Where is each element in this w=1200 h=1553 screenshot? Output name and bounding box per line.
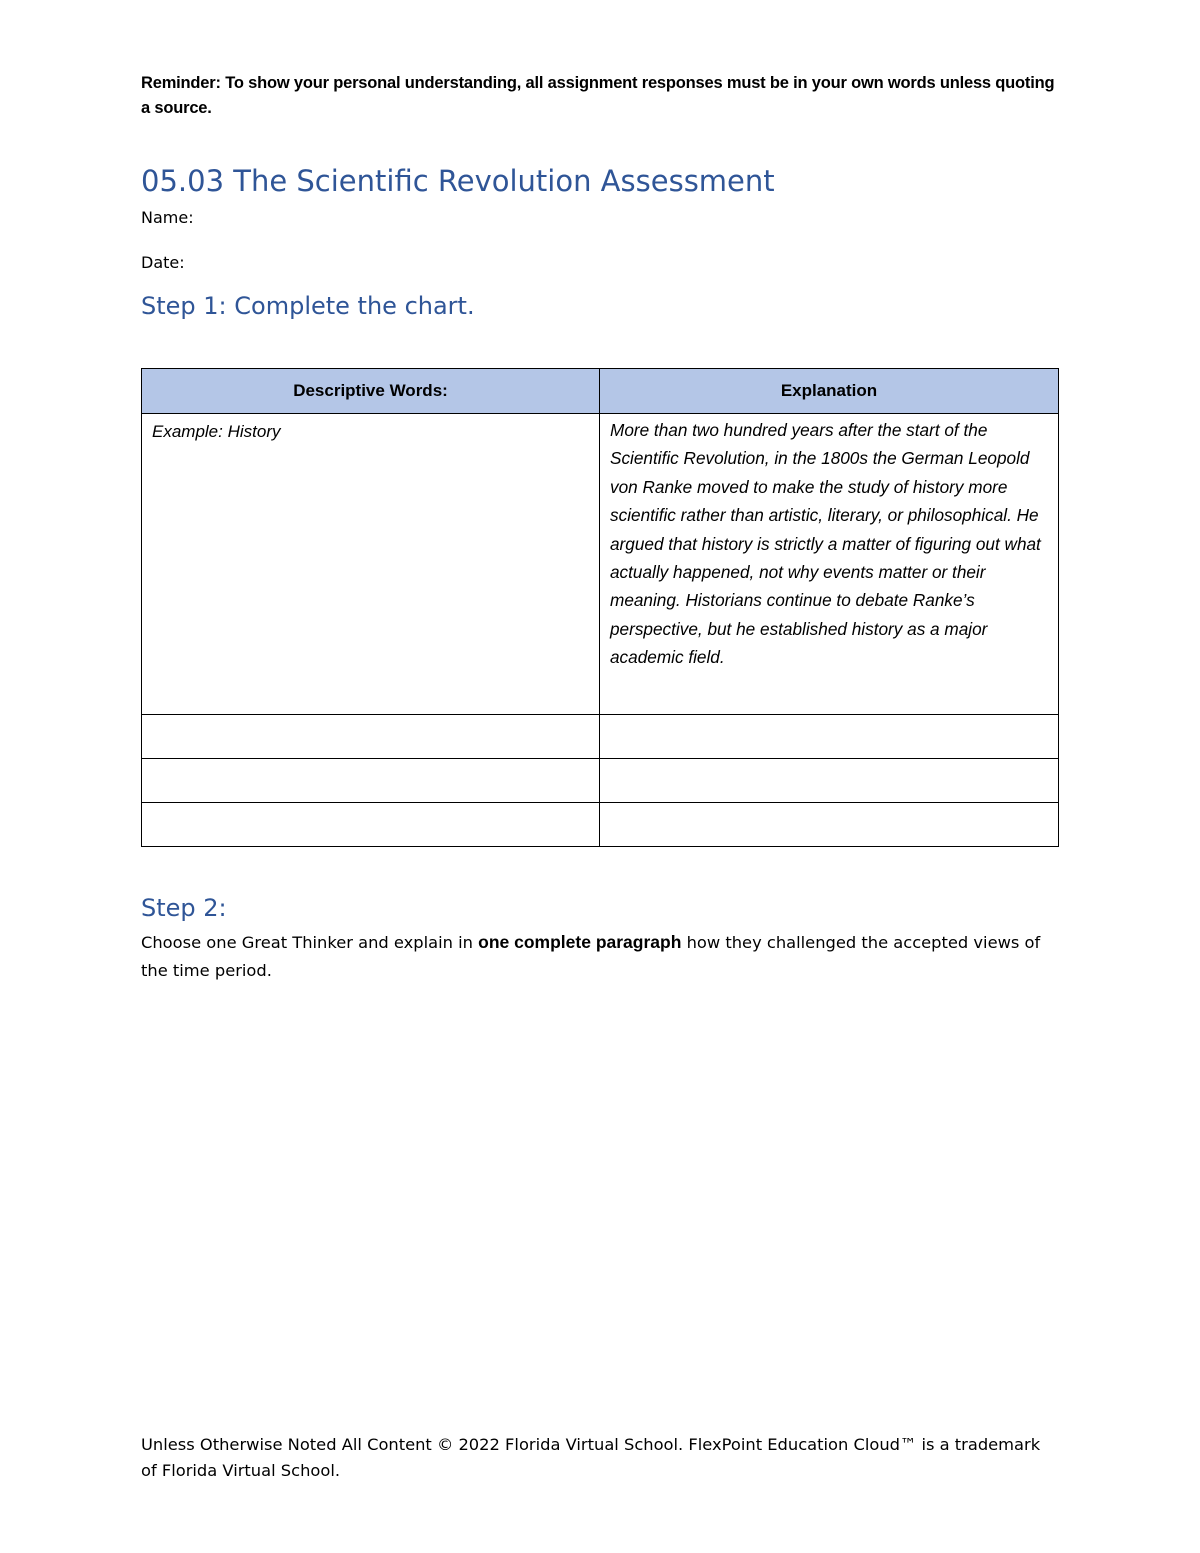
table-row bbox=[142, 803, 1059, 847]
example-word: Example: History bbox=[152, 422, 281, 441]
example-word-cell[interactable] bbox=[142, 414, 600, 715]
explanation-input-cell[interactable] bbox=[600, 715, 1059, 759]
document-title: 05.03 The Scientific Revolution Assessment bbox=[141, 164, 775, 198]
step2-text-before: Choose one Great Thinker and explain in bbox=[141, 933, 479, 952]
descriptive-word-input-cell[interactable] bbox=[142, 715, 600, 759]
table-row bbox=[142, 715, 1059, 759]
descriptive-word-input-cell[interactable] bbox=[142, 759, 600, 803]
date-field-label: Date: bbox=[141, 253, 185, 272]
reminder-text: To show your personal understanding, all assignment responses must be in your own words unless quoting a source. bbox=[141, 74, 1055, 117]
descriptive-words-chart bbox=[141, 368, 1059, 847]
step2-heading: Step 2: bbox=[141, 894, 227, 922]
descriptive-word-input-cell[interactable] bbox=[142, 803, 600, 847]
name-field-label: Name: bbox=[141, 208, 194, 227]
document-page bbox=[141, 0, 1059, 1553]
example-explanation-cell[interactable] bbox=[600, 414, 1059, 715]
table-row bbox=[142, 759, 1059, 803]
chart-header-row bbox=[142, 369, 1059, 414]
header-explanation: Explanation bbox=[600, 369, 1059, 414]
example-explanation: More than two hundred years after the start of the Scientific Revolution, in the 1800s the German Leopold von Ranke moved to make the study of history more scientific rather than artistic, literary, or philosophical. He argued that history is strictly a matter of figuring out what actually happened, not why events matter or their meaning. Historians continue to debate Ranke’s perspective, but he established history as a major academic field. bbox=[610, 420, 1041, 668]
explanation-input-cell[interactable] bbox=[600, 803, 1059, 847]
reminder-note bbox=[141, 71, 1059, 121]
step2-instructions bbox=[141, 928, 1041, 985]
copyright-footer: Unless Otherwise Noted All Content © 2022 Florida Virtual School. FlexPoint Education Cloud™ is a trademark of Florida Virtual School. bbox=[141, 1435, 1041, 1480]
table-row-example bbox=[142, 414, 1059, 715]
explanation-input-cell[interactable] bbox=[600, 759, 1059, 803]
step2-text-after: how they challenged the accepted views of the time period. bbox=[141, 933, 1041, 980]
reminder-label: Reminder: bbox=[141, 74, 221, 92]
step2-emphasis: one complete paragraph bbox=[478, 932, 682, 952]
header-descriptive-words: Descriptive Words: bbox=[142, 369, 600, 414]
step1-heading: Step 1: Complete the chart. bbox=[141, 292, 475, 320]
